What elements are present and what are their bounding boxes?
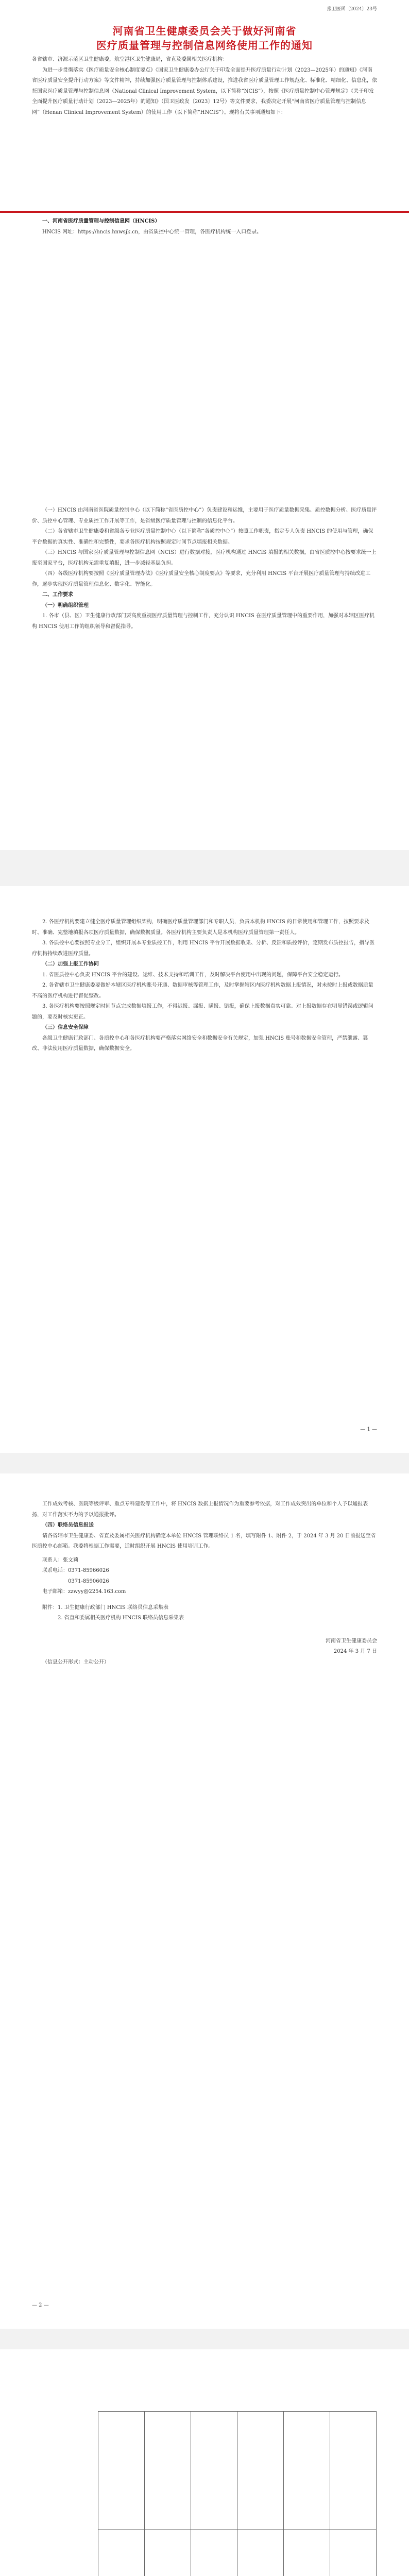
contact-phone-2: 0371-85906026 xyxy=(68,1578,109,1584)
document-number: 豫卫医函〔2024〕23号 xyxy=(327,7,377,12)
section-1-paragraph: （二）各省辖市卫生健康委和省级各专业医疗质量控制中心（以下简称“各质控中心”）按照工作职责，指定专人负责 HNCIS 的使用与管理，确保平台数据的真实性、准确性和完整性，要求各医疗机构按照规定时间节点填报相关数据。 xyxy=(32,529,373,545)
annex-1-grid-lines xyxy=(98,2411,376,2576)
document-title-line-1: 河南省卫生健康委员会关于做好河南省 xyxy=(112,25,297,37)
red-divider-line xyxy=(0,211,409,213)
section-2-paragraph: 1. 各市（县、区）卫生健康行政部门要高度重视医疗质量管理与控制工作，充分认识 HNCIS 在医疗质量管理中的重要作用，加强对本辖区医疗机构 HNCIS 使用工作的组织领导和督促指导。 xyxy=(32,613,374,630)
intro-paragraph: 为进一步贯彻落实《医疗质量安全核心制度要点》《国家卫生健康委办公厅关于印发全面提升医疗质量行动计划（2023—2025年）的通知》《河南省医疗质量安全提升行动方案》等文件精神，持续加强医疗质量管理与控制体系建设，推进我省医疗质量管理工作规范化、标准化、精细化、信息化，依托国家医疗质量管理与控制信息网（National Clinical Improvement System，以下简称“NCIS”），按照《医疗质量控制中心管理规定》《关于印发全面提升医疗质量行动计划（2023—2025年）的通知》（国卫医政发〔2023〕12号）等文件要求，我委决定开展“河南省医疗质量管理与控制信息网”（Henan Clinical Improvement System）的使用工作（以下简称“HNCIS”）。现将有关事项通知如下： xyxy=(32,67,377,115)
document-page-3 xyxy=(0,1473,409,2329)
contact-email: 电子邮箱：zzwyy@2254.163.com xyxy=(42,1589,126,1595)
disclosure-note: （信息公开形式：主动公开） xyxy=(42,1659,109,1665)
section-3-paragraph: 工作成效考核、医院等级评审、重点专科建设等工作中，将 HNCIS 数据上报情况作为重要参考依据，对工作成效突出的单位和个人予以通报表扬，对工作落实不力的予以通报批评。 xyxy=(32,1501,368,1518)
section-2-paragraph: 3. 各医疗机构要按照规定时间节点完成数据填报工作，不得迟报、漏报、瞒报、错报，确保上报数据真实可靠。对上报数据存在明显错误或逻辑问题的，要及时核实更正。 xyxy=(32,1004,373,1020)
section-2-paragraph: 2. 各医疗机构要建立健全医疗质量管理组织架构，明确医疗质量管理部门和专职人员，负责本机构 HNCIS 的日常使用和管理工作，按照要求及时、准确、完整地填报各项医疗质量数据，确保数据质量。各医疗机构主要负责人是本机构医疗质量管理第一责任人。 xyxy=(32,919,369,936)
attachment-item: 2. 省直和委属相关医疗机构 HNCIS 联络员信息采集表 xyxy=(58,1615,184,1621)
annex-1-title xyxy=(61,2504,74,2576)
section-3-sub: （四）联络员信息报送 xyxy=(42,1522,94,1528)
page-number: — 2 — xyxy=(32,2302,49,2308)
attachments-label-text: 附件： xyxy=(42,1604,58,1611)
section-2-paragraph: 2. 各省辖市卫生健康委要做好本辖区医疗机构账号开通、数据审核等管理工作，及时掌握辖区内医疗机构数据上报情况，对未按时上报或数据质量不高的医疗机构进行督促整改。 xyxy=(32,982,373,999)
contact-phone: 联系电话：0371-85966026 xyxy=(42,1568,109,1573)
attachment-item: 1. 卫生健康行政部门 HNCIS 联络员信息采集表 xyxy=(58,1604,168,1611)
section-1-paragraph: （三）HNCIS 与国家医疗质量管理与控制信息网（NCIS）进行数据对接，医疗机构通过 HNCIS 填报的相关数据，由省医质控中心按要求统一上报至国家平台，医疗机构无需重复填报，进一步减轻基层负担。 xyxy=(32,550,377,566)
signature-date: 2024 年 3 月 7 日 xyxy=(333,1649,377,1654)
section-2-sub-1: （一）明确组织管理 xyxy=(42,602,89,608)
section-2-continued xyxy=(0,917,409,1055)
section-1-paragraph: （四）各级医疗机构要按照《医疗质量管理办法》《医疗质量安全核心制度要点》等要求，充分利用 HNCIS 平台开展医疗质量管理与持续改进工作，逐步实现医疗质量管理信息化、数字化、智能化。 xyxy=(32,571,371,587)
contact-name: 联系人：张文莉 xyxy=(42,1557,78,1563)
document-page-1 xyxy=(0,0,409,850)
section-1-heading: 一、河南省医疗质量管理与控制信息网（HNCIS） xyxy=(42,218,160,224)
section-1-paragraph: （一）HNCIS 由河南省医院质量控制中心（以下简称“省医质控中心”）负责建设和运维，主要用于医疗质量数据采集、质控数据分析、医疗质量评价、质控中心管理、专业质控工作开展等工作，是省级医疗质量管理与控制的信息化平台。 xyxy=(32,507,377,524)
document-page-2 xyxy=(0,886,409,1453)
signature-org: 河南省卫生健康委员会 xyxy=(326,1638,377,1644)
section-2-sub-2: （二）加强上报工作协同 xyxy=(42,961,99,967)
document-title-line-2: 医疗质量管理与控制信息网络使用工作的通知 xyxy=(96,39,313,52)
section-1 xyxy=(0,216,409,632)
section-1-url-paragraph: HNCIS 网址：https://hncis.hnwsjk.cn，由省质控中心统一管理，各医疗机构统一入口登录。 xyxy=(42,229,262,235)
section-3 xyxy=(0,1499,409,1668)
recipients: 各省辖市、济源示范区卫生健康委，航空港区卫生健康局，省直及委属相关医疗机构： xyxy=(32,57,228,62)
section-2-heading: 二、工作要求 xyxy=(42,592,73,598)
section-2-paragraph: 各级卫生健康行政部门、各质控中心和各医疗机构要严格落实网络安全和数据安全有关规定，加强 HNCIS 账号和数据安全管理，严禁泄露、篡改、非法使用医疗质量数据，确保数据安全。 xyxy=(32,1035,368,1052)
attachments-label xyxy=(32,1603,377,1614)
annex-1-page xyxy=(0,2349,409,2576)
page-number: — 1 — xyxy=(360,1427,377,1432)
section-2-paragraph: 1. 省医质控中心负责 HNCIS 平台的建设、运维、技术支持和培训工作，及时解决平台使用中出现的问题，保障平台安全稳定运行。 xyxy=(42,972,344,978)
section-2-paragraph: 3. 各质控中心要按照专业分工，组织开展本专业质控工作，利用 HNCIS 平台开展数据收集、分析、反馈和质控评价，定期发布质控报告，指导医疗机构持续改进医疗质量。 xyxy=(32,940,374,957)
section-2-sub-3: （三）信息安全保障 xyxy=(42,1025,89,1030)
section-3-paragraph: 请各省辖市卫生健康委、省直及委属相关医疗机构确定本单位 HNCIS 管理联络员 1 名，填写附件 1、附件 2，于 2024 年 3 月 20 日前报送至省医质控中心邮箱。我委将根据工作需要，适时组织开展 HNCIS 使用培训工作。 xyxy=(32,1533,376,1549)
intro-section xyxy=(0,55,409,118)
